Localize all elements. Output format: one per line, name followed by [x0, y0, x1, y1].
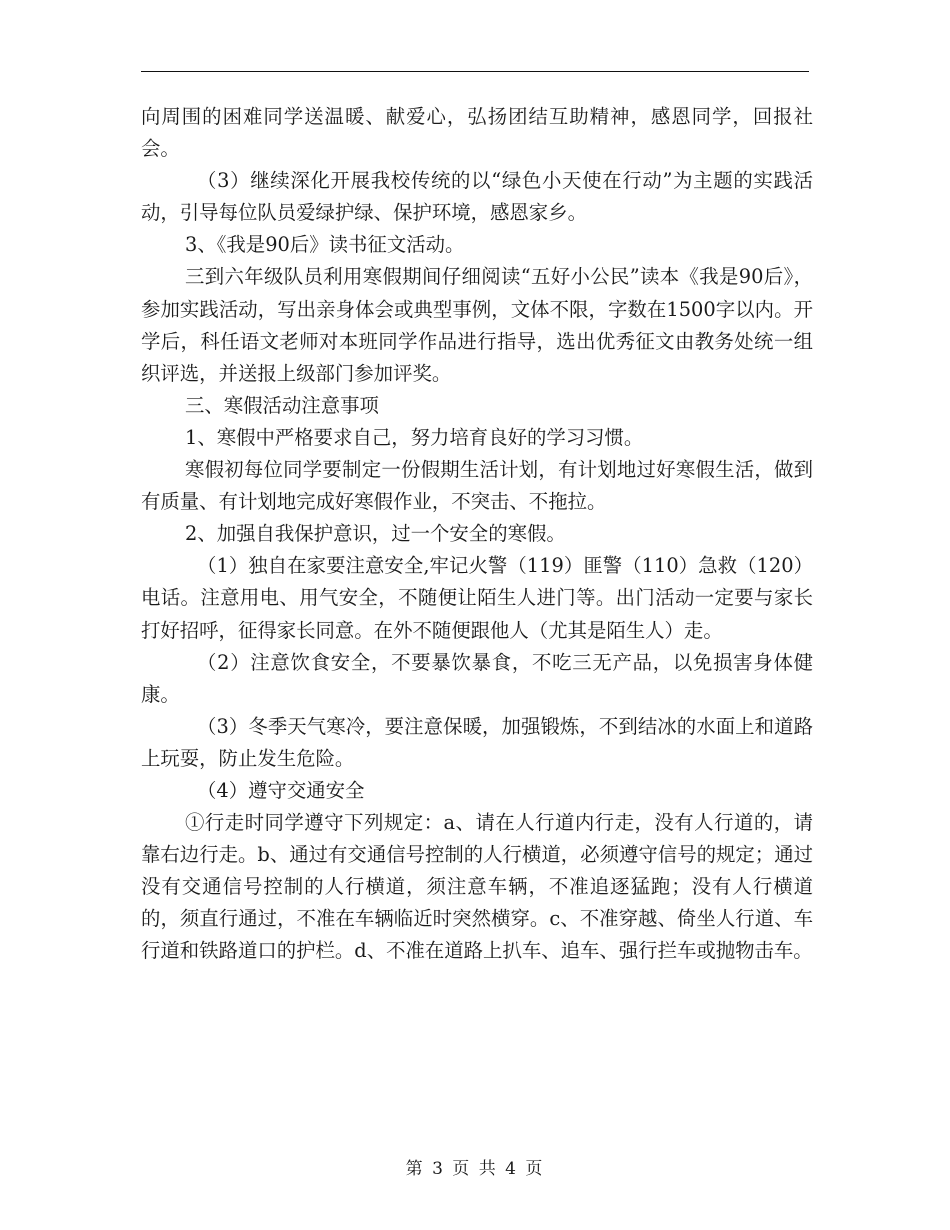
paragraph: （3）冬季天气寒冷，要注意保暖，加强锻炼，不到结冰的水面上和道路上玩耍，防止发生危险。: [141, 714, 813, 770]
header-rule: [141, 71, 809, 72]
paragraph: 3、《我是90后》读书征文活动。: [185, 233, 465, 257]
paragraph: （1）独自在家要注意安全,牢记火警（119）匪警（110）急救（120）电话。注意用电、用气安全，不随便让陌生人进门等。出门活动一定要与家长打好招呼，征得家长同意。在外不随便跟他人（尤其是陌生人）走。: [141, 554, 813, 642]
paragraph: （2）注意饮食安全，不要暴饮暴食，不吃三无产品，以免损害身体健康。: [141, 650, 813, 706]
paragraph: 1、寒假中严格要求自己，努力培育良好的学习习惯。: [185, 425, 644, 449]
paragraph: （3）继续深化开展我校传统的以“绿色小天使在行动”为主题的实践活动，引导每位队员爱绿护绿、保护环境，感恩家乡。: [141, 169, 813, 225]
paragraph: 寒假初每位同学要制定一份假期生活计划，有计划地过好寒假生活，做到有质量、有计划地完成好寒假作业，不突击、不拖拉。: [141, 458, 813, 514]
paragraph: 向周围的困难同学送温暖、献爱心，弘扬团结互助精神，感恩同学，回报社会。: [141, 105, 813, 161]
paragraph: （4）遵守交通安全: [197, 778, 365, 802]
paragraph: 三到六年级队员利用寒假期间仔细阅读“五好小公民”读本《我是90后》，参加实践活动，写出亲身体会或典型事例，文体不限，字数在1500字以内。开学后，科任语文老师对本班同学作品进行指导，选出优秀征文由教务处统一组织评选，并送报上级部门参加评奖。: [141, 265, 813, 385]
paragraph: ①行走时同学遵守下列规定：a、请在人行道内行走，没有人行道的，请靠右边行走。b、通过有交通信号控制的人行横道，必须遵守信号的规定；通过没有交通信号控制的人行横道，须注意车辆，不准追逐猛跑；没有人行横道的，须直行通过，不准在车辆临近时突然横穿。c、不准穿越、倚坐人行道、车行道和铁路道口的护栏。d、不准在道路上扒车、追车、强行拦车或抛物击车。: [141, 811, 813, 963]
document-body: [141, 101, 813, 968]
section-heading: 三、寒假活动注意事项: [185, 393, 379, 417]
page-number-footer: 第 3 页 共 4 页: [405, 1159, 545, 1179]
paragraph: 2、加强自我保护意识，过一个安全的寒假。: [185, 522, 566, 546]
